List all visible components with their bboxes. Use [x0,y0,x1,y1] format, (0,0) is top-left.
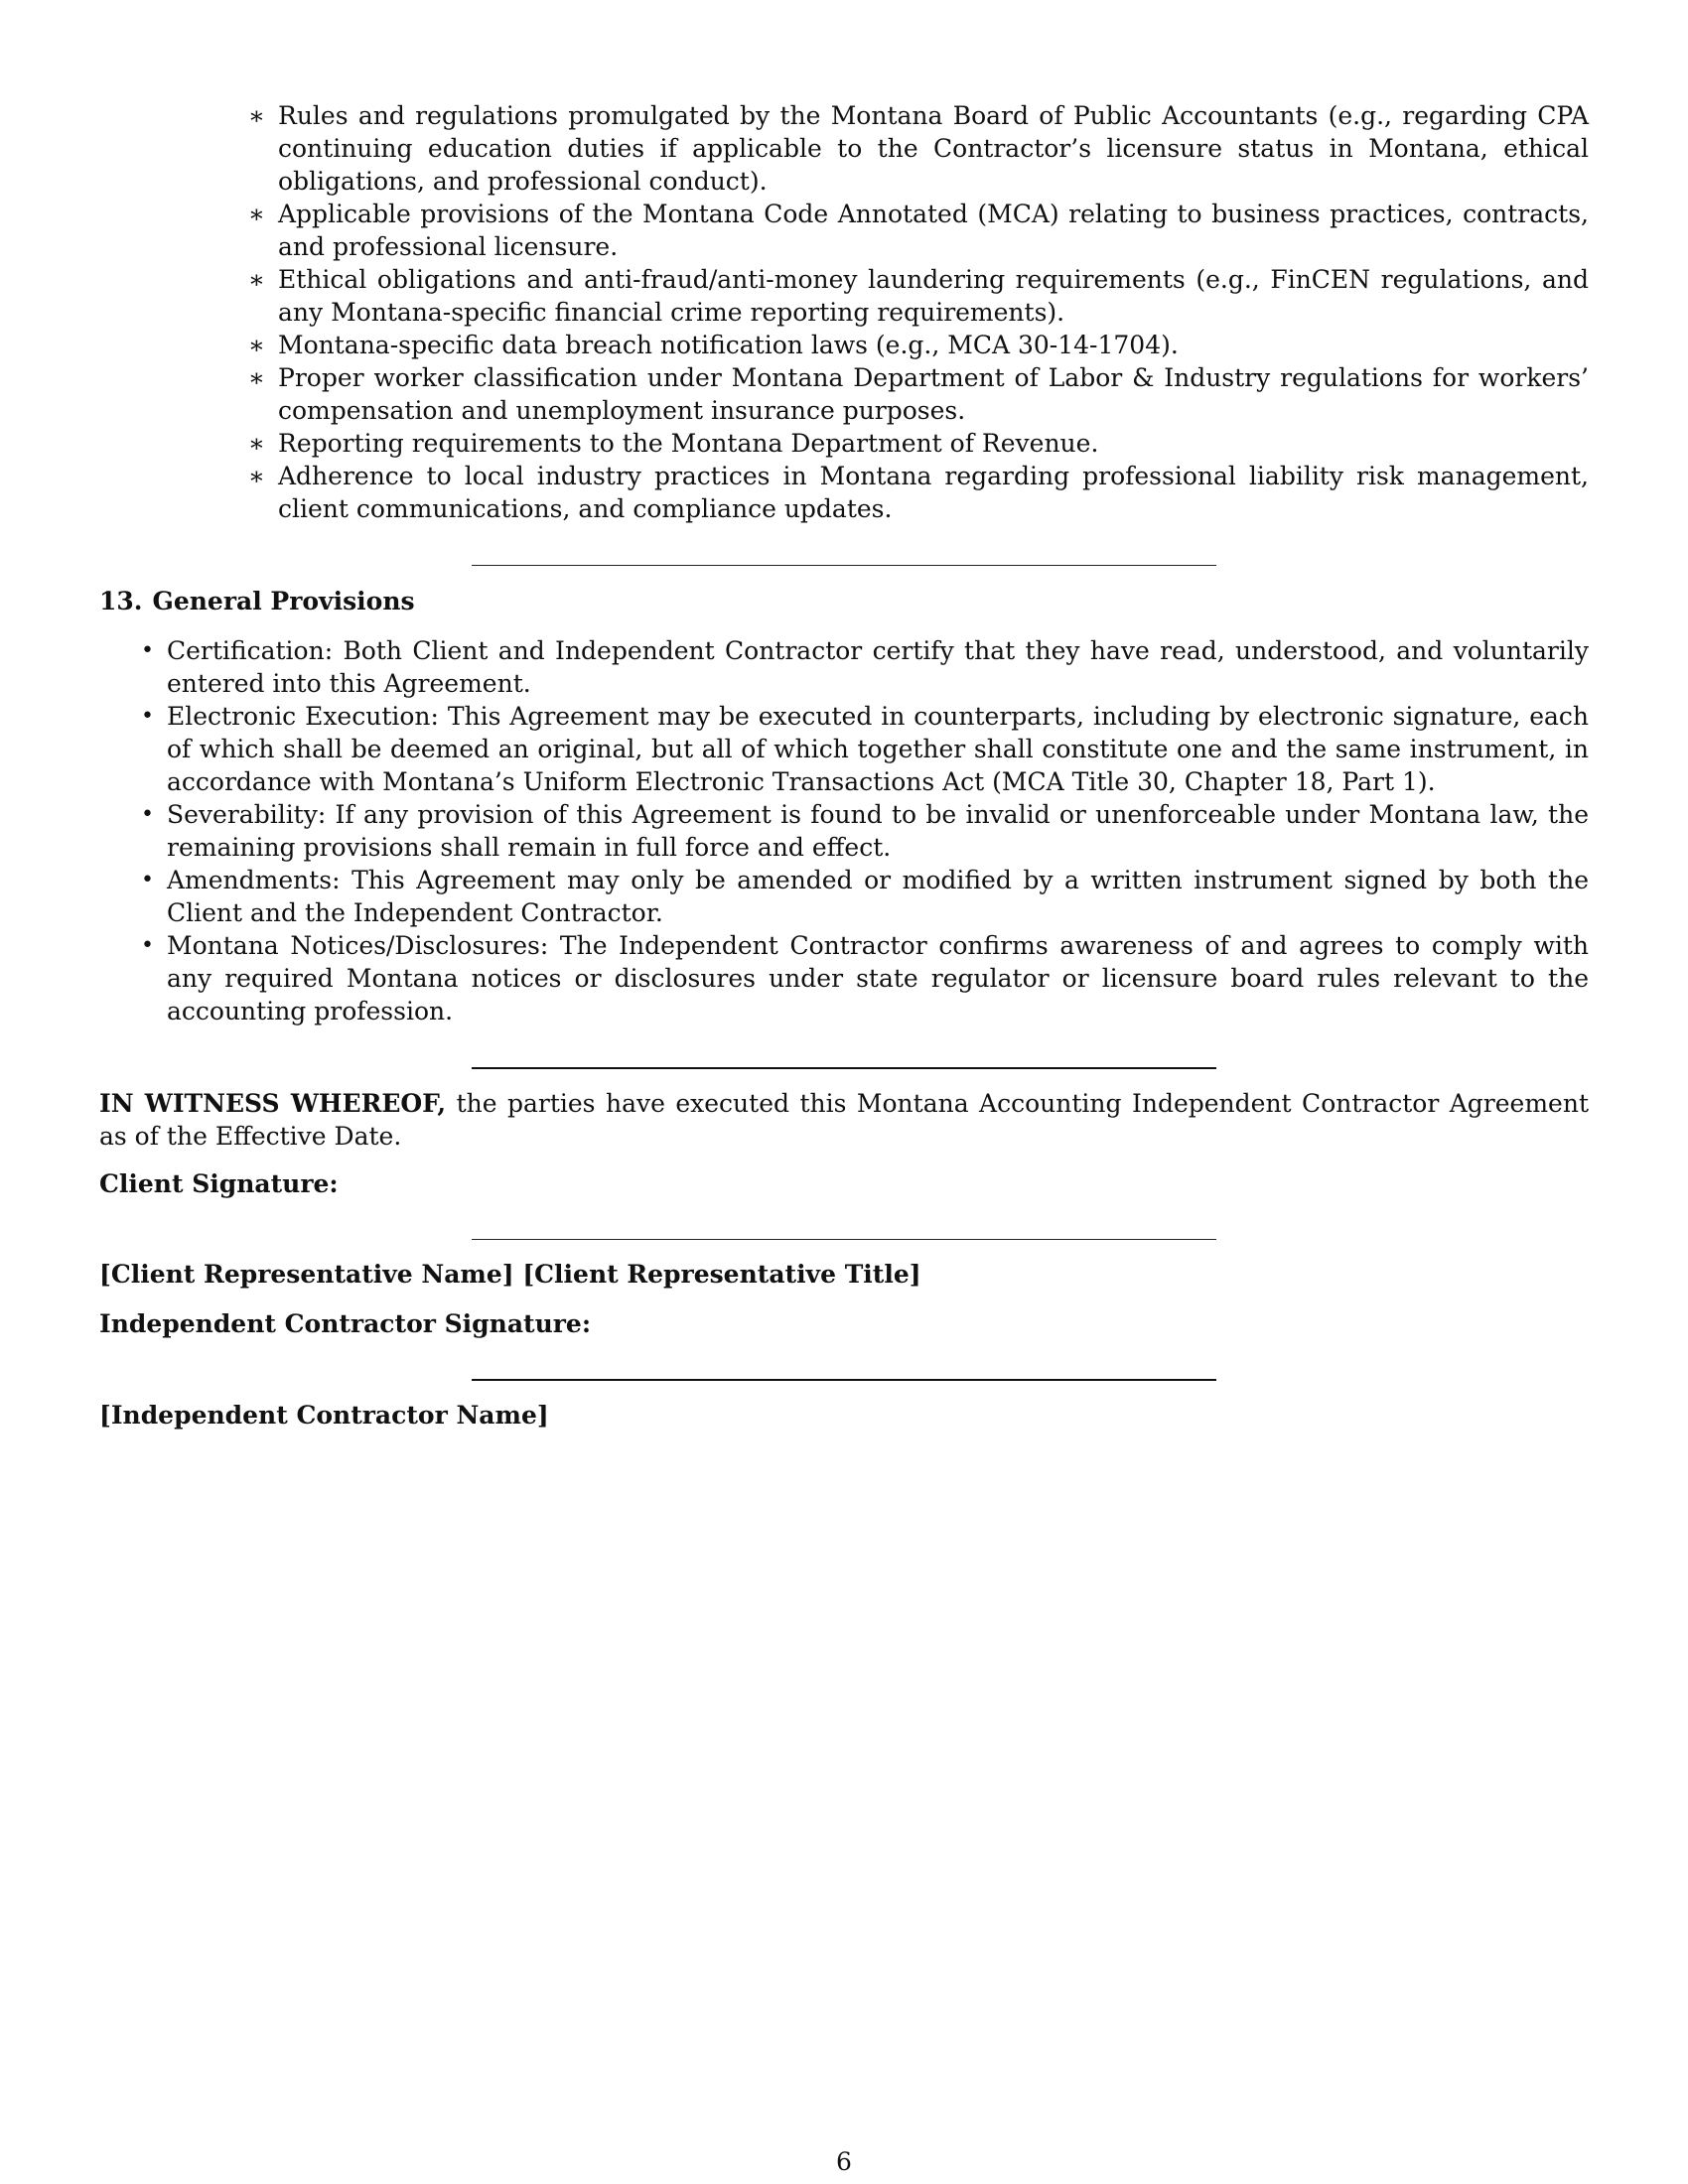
list-item: ∗ Rules and regulations promulgated by the Montana Board of Public Accountants (e.g., regarding CPA continuing education duties if applicable to the Contractor’s licensure status in Montana, ethical obligations, and professional conduct). [248,101,1589,196]
asterisk-marker: ∗ [248,462,265,490]
compliance-sublist [99,99,1589,525]
client-signature-label: Client Signature: [99,1169,339,1198]
list-item: • Electronic Execution: This Agreement may be executed in counterparts, including by electronic signature, each of which shall be deemed an original, but all of which together shall constitute one and the same instrument, in accordance with Montana’s Uniform Electronic Transactions Act (MCA Title 30, Chapter 18, Part 1). [141,702,1589,796]
asterisk-marker: ∗ [248,200,265,228]
asterisk-marker: ∗ [248,363,265,392]
list-item: ∗ Ethical obligations and anti-fraud/anti-money laundering requirements (e.g., FinCEN regulations, and any Montana-specific financial crime reporting requirements). [248,265,1589,327]
bullet-marker: • [141,802,154,827]
asterisk-marker: ∗ [248,101,265,130]
asterisk-marker: ∗ [248,265,265,294]
list-item: ∗ Montana-specific data breach notification laws (e.g., MCA 30-14-1704). [248,331,1179,359]
bullet-marker: • [141,868,154,892]
list-item: • Amendments: This Agreement may only be amended or modified by a written instrument signed by both the Client and the Independent Contractor. [141,866,1589,927]
section-divider [472,1067,1216,1069]
bullet-marker: • [141,638,154,663]
client-representative-name: [Client Representative Name] [Client Representative Title] [99,1260,921,1289]
asterisk-marker: ∗ [248,429,265,458]
contractor-signature-label: Independent Contractor Signature: [99,1309,592,1338]
witness-paragraph: IN WITNESS WHEREOF, the parties have executed this Montana Accounting Independent Contractor Agreement as of the Effective Date. [99,1089,1590,1151]
contractor-name: [Independent Contractor Name] [99,1401,549,1430]
section-13-heading: 13. General Provisions [99,587,415,615]
contractor-signature-line [472,1379,1216,1381]
section-divider [472,565,1216,566]
bullet-marker: • [141,933,154,958]
asterisk-marker: ∗ [248,331,265,359]
general-provisions-list [99,634,1589,1027]
bullet-marker: • [141,704,154,729]
list-item: ∗ Applicable provisions of the Montana Code Annotated (MCA) relating to business practices, contracts, and professional licensure. [248,200,1589,261]
list-item: • Certification: Both Client and Independent Contractor certify that they have read, understood, and voluntarily entered into this Agreement. [141,636,1589,698]
list-item: • Montana Notices/Disclosures: The Independent Contractor confirms awareness of and agrees to comply with any required Montana notices or disclosures under state regulator or licensure board rules relevant to the accounting profession. [141,931,1589,1025]
document-page [99,99,1589,1432]
page-number: 6 [836,2147,852,2176]
list-item: ∗ Proper worker classification under Montana Department of Labor & Industry regulations for workers’ compensation and unemployment insurance purposes. [248,363,1589,425]
list-item: ∗ Reporting requirements to the Montana Department of Revenue. [248,429,1099,458]
client-signature-line [472,1239,1216,1240]
list-item: • Severability: If any provision of this Agreement is found to be invalid or unenforceable under Montana law, the remaining provisions shall remain in full force and effect. [141,800,1589,862]
list-item: ∗ Adherence to local industry practices in Montana regarding professional liability risk management, client communications, and compliance updates. [248,462,1589,523]
